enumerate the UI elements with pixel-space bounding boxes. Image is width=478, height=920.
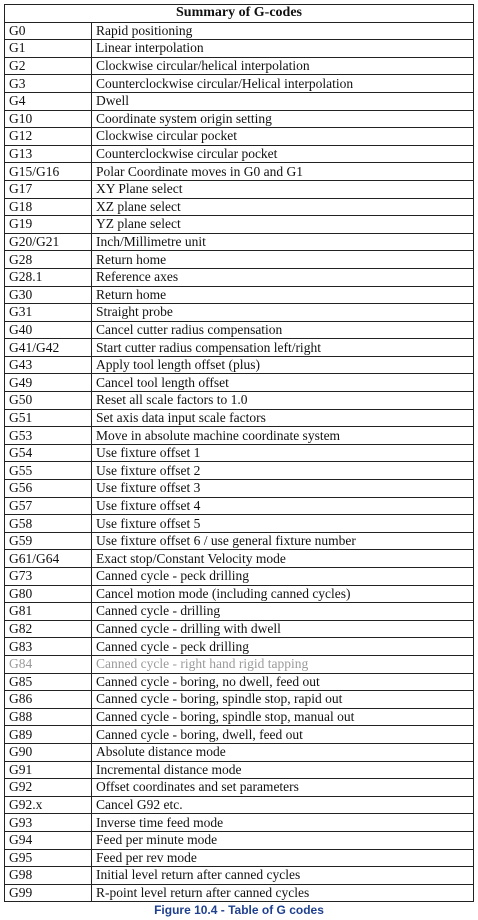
description-cell: Counterclockwise circular pocket: [92, 145, 474, 163]
gcode-cell: G2: [5, 57, 92, 75]
gcode-cell: G56: [5, 480, 92, 498]
description-cell: Move in absolute machine coordinate system: [92, 427, 474, 445]
gcode-cell: G41/G42: [5, 339, 92, 357]
gcode-cell: G15/G16: [5, 163, 92, 181]
description-cell: Offset coordinates and set parameters: [92, 779, 474, 797]
gcode-cell: G86: [5, 691, 92, 709]
gcode-cell: G28.1: [5, 268, 92, 286]
gcode-cell: G81: [5, 603, 92, 621]
table-body: [5, 22, 474, 902]
description-cell: Start cutter radius compensation left/right: [92, 339, 474, 357]
description-cell: Cancel cutter radius compensation: [92, 321, 474, 339]
table-row: [5, 726, 474, 744]
description-cell: Use fixture offset 2: [92, 462, 474, 480]
gcode-cell: G55: [5, 462, 92, 480]
table-row: [5, 374, 474, 392]
gcode-cell: G28: [5, 251, 92, 269]
gcode-cell: G89: [5, 726, 92, 744]
description-cell: Canned cycle - drilling with dwell: [92, 620, 474, 638]
gcode-cell: G51: [5, 409, 92, 427]
description-cell: Cancel tool length offset: [92, 374, 474, 392]
table-header-row: [5, 5, 474, 23]
description-cell: Inverse time feed mode: [92, 814, 474, 832]
table-row: [5, 550, 474, 568]
gcode-cell: G19: [5, 216, 92, 234]
table-row: [5, 110, 474, 128]
table-row: [5, 128, 474, 146]
description-cell: Use fixture offset 1: [92, 444, 474, 462]
gcode-cell: G18: [5, 198, 92, 216]
description-cell: Canned cycle - boring, spindle stop, manual out: [92, 708, 474, 726]
table-title: Summary of G-codes: [5, 5, 474, 23]
table-row: [5, 339, 474, 357]
description-cell: Apply tool length offset (plus): [92, 356, 474, 374]
table-row: [5, 867, 474, 885]
table-row: [5, 831, 474, 849]
gcode-cell: G59: [5, 532, 92, 550]
table-row: [5, 568, 474, 586]
gcode-cell: G94: [5, 831, 92, 849]
gcode-cell: G92.x: [5, 796, 92, 814]
gcode-cell: G40: [5, 321, 92, 339]
gcode-cell: G57: [5, 497, 92, 515]
table-row: [5, 462, 474, 480]
table-row: [5, 304, 474, 322]
gcode-cell: G20/G21: [5, 233, 92, 251]
table-row: [5, 691, 474, 709]
table-row: [5, 75, 474, 93]
description-cell: Return home: [92, 251, 474, 269]
description-cell: R-point level return after canned cycles: [92, 884, 474, 902]
table-row: [5, 286, 474, 304]
gcode-cell: G99: [5, 884, 92, 902]
table-row: [5, 163, 474, 181]
description-cell: Use fixture offset 4: [92, 497, 474, 515]
description-cell: Rapid positioning: [92, 22, 474, 40]
description-cell: Straight probe: [92, 304, 474, 322]
table-row: [5, 409, 474, 427]
description-cell: Canned cycle - boring, spindle stop, rapid out: [92, 691, 474, 709]
description-cell: Feed per minute mode: [92, 831, 474, 849]
gcode-cell: G10: [5, 110, 92, 128]
table-row: [5, 427, 474, 445]
gcode-cell: G83: [5, 638, 92, 656]
table-row: [5, 849, 474, 867]
description-cell: Use fixture offset 5: [92, 515, 474, 533]
table-row: [5, 655, 474, 673]
gcode-cell: G85: [5, 673, 92, 691]
description-cell: Canned cycle - peck drilling: [92, 568, 474, 586]
description-cell: Canned cycle - boring, dwell, feed out: [92, 726, 474, 744]
description-cell: Reset all scale factors to 1.0: [92, 392, 474, 410]
description-cell: Feed per rev mode: [92, 849, 474, 867]
table-row: [5, 638, 474, 656]
gcode-cell: G12: [5, 128, 92, 146]
gcode-cell: G54: [5, 444, 92, 462]
table-row: [5, 180, 474, 198]
table-row: [5, 444, 474, 462]
gcode-cell: G61/G64: [5, 550, 92, 568]
description-cell: Initial level return after canned cycles: [92, 867, 474, 885]
table-row: [5, 40, 474, 58]
table-row: [5, 92, 474, 110]
description-cell: Use fixture offset 6 / use general fixture number: [92, 532, 474, 550]
gcode-cell: G50: [5, 392, 92, 410]
table-row: [5, 22, 474, 40]
gcode-cell: G73: [5, 568, 92, 586]
description-cell: Linear interpolation: [92, 40, 474, 58]
gcode-cell: G1: [5, 40, 92, 58]
table-row: [5, 145, 474, 163]
figure-caption: Figure 10.4 - Table of G codes: [154, 903, 324, 917]
description-cell: Use fixture offset 3: [92, 480, 474, 498]
gcode-cell: G43: [5, 356, 92, 374]
description-cell: XY Plane select: [92, 180, 474, 198]
table-row: [5, 743, 474, 761]
gcode-cell: G91: [5, 761, 92, 779]
description-cell: Dwell: [92, 92, 474, 110]
description-cell: Canned cycle - drilling: [92, 603, 474, 621]
table-row: [5, 198, 474, 216]
description-cell: Return home: [92, 286, 474, 304]
table-row: [5, 779, 474, 797]
table-row: [5, 673, 474, 691]
gcode-cell: G31: [5, 304, 92, 322]
gcode-cell: G0: [5, 22, 92, 40]
table-row: [5, 708, 474, 726]
description-cell: Set axis data input scale factors: [92, 409, 474, 427]
table-row: [5, 392, 474, 410]
gcode-cell: G13: [5, 145, 92, 163]
gcode-cell: G4: [5, 92, 92, 110]
gcode-cell: G95: [5, 849, 92, 867]
gcode-cell: G3: [5, 75, 92, 93]
table-row: [5, 268, 474, 286]
table-row: [5, 620, 474, 638]
gcode-cell: G98: [5, 867, 92, 885]
gcode-cell: G58: [5, 515, 92, 533]
table-row: [5, 356, 474, 374]
table-row: [5, 585, 474, 603]
table-row: [5, 480, 474, 498]
table-row: [5, 497, 474, 515]
description-cell: YZ plane select: [92, 216, 474, 234]
description-cell: Canned cycle - right hand rigid tapping: [92, 655, 474, 673]
gcode-cell: G49: [5, 374, 92, 392]
description-cell: Cancel G92 etc.: [92, 796, 474, 814]
gcode-table: [4, 4, 474, 902]
description-cell: Absolute distance mode: [92, 743, 474, 761]
table-row: [5, 251, 474, 269]
table-row: [5, 761, 474, 779]
description-cell: Canned cycle - peck drilling: [92, 638, 474, 656]
description-cell: Inch/Millimetre unit: [92, 233, 474, 251]
gcode-cell: G90: [5, 743, 92, 761]
table-row: [5, 796, 474, 814]
gcode-cell: G80: [5, 585, 92, 603]
description-cell: Incremental distance mode: [92, 761, 474, 779]
table-row: [5, 233, 474, 251]
table-row: [5, 321, 474, 339]
gcode-cell: G93: [5, 814, 92, 832]
description-cell: Clockwise circular/helical interpolation: [92, 57, 474, 75]
table-row: [5, 216, 474, 234]
table-row: [5, 515, 474, 533]
description-cell: Clockwise circular pocket: [92, 128, 474, 146]
description-cell: Reference axes: [92, 268, 474, 286]
gcode-cell: G17: [5, 180, 92, 198]
table-row: [5, 603, 474, 621]
gcode-cell: G88: [5, 708, 92, 726]
gcode-cell: G92: [5, 779, 92, 797]
description-cell: Counterclockwise circular/Helical interpolation: [92, 75, 474, 93]
description-cell: Cancel motion mode (including canned cycles): [92, 585, 474, 603]
gcode-cell: G53: [5, 427, 92, 445]
table-row: [5, 57, 474, 75]
gcode-cell: G82: [5, 620, 92, 638]
table-row: [5, 814, 474, 832]
description-cell: Polar Coordinate moves in G0 and G1: [92, 163, 474, 181]
description-cell: Coordinate system origin setting: [92, 110, 474, 128]
gcode-cell: G84: [5, 655, 92, 673]
table-row: [5, 532, 474, 550]
description-cell: XZ plane select: [92, 198, 474, 216]
description-cell: Canned cycle - boring, no dwell, feed out: [92, 673, 474, 691]
table-row: [5, 884, 474, 902]
gcode-cell: G30: [5, 286, 92, 304]
description-cell: Exact stop/Constant Velocity mode: [92, 550, 474, 568]
